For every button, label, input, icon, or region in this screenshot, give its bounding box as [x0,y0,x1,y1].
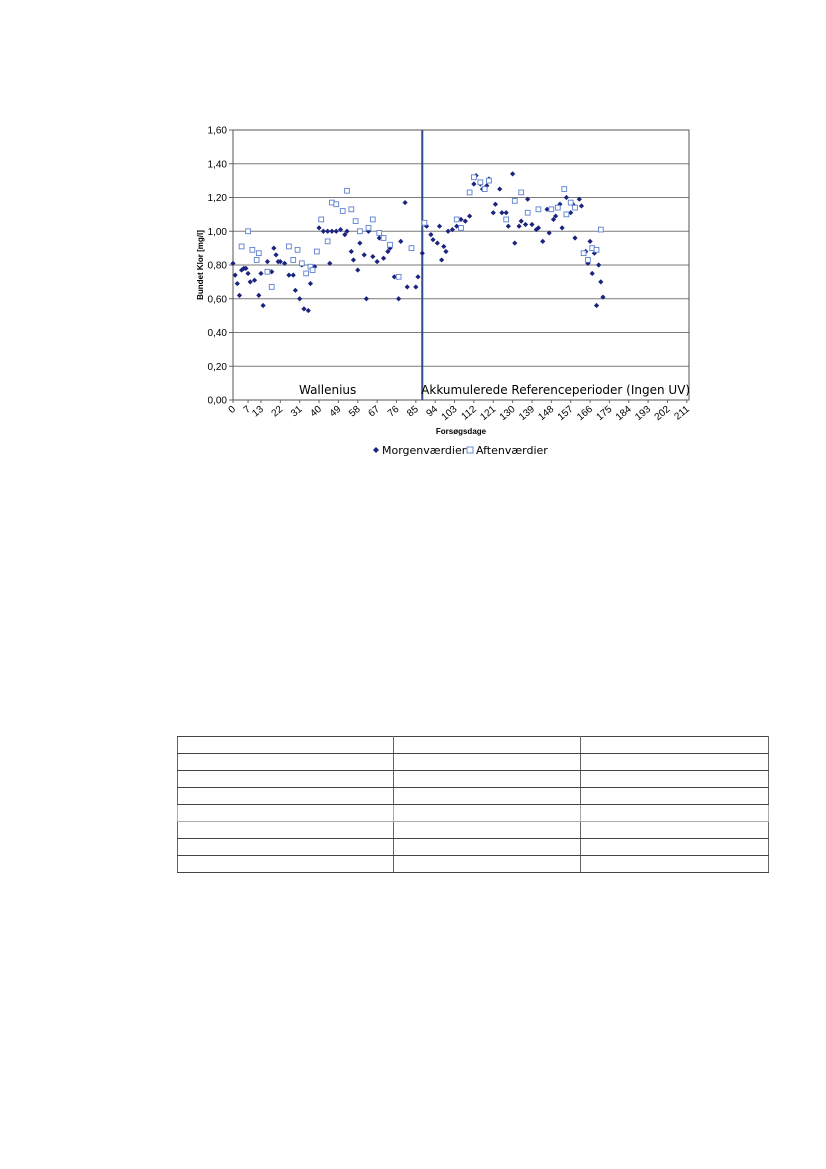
data-point-aften [536,207,541,212]
data-point-aften [254,258,259,263]
table-cell [581,805,769,822]
data-point-aften [366,225,371,230]
legend-label-aften: Aftenværdier [476,444,548,457]
table-cell [393,771,581,788]
data-point-aften [377,231,382,236]
x-tick-label: 58 [347,403,363,420]
region-label: Akkumulerede Referenceperioder (Ingen UV) [421,383,691,397]
table-row [178,805,769,822]
x-axis-title: Forsøgsdage [435,427,487,436]
x-tick-label: 139 [517,403,537,424]
x-tick-label: 31 [289,403,305,420]
data-point-aften [349,207,354,212]
table-cell [581,737,769,754]
x-tick-label: 40 [308,403,324,420]
table-cell [393,805,581,822]
x-tick-label: 22 [269,403,286,420]
data-point-aften [239,244,244,249]
table-row [178,754,769,771]
scatter-chart [190,120,710,465]
data-point-aften [512,198,517,203]
table-cell [178,754,394,771]
y-tick-label: 0,80 [207,260,227,272]
x-tick-label: 211 [672,403,692,423]
data-point-aften [454,217,459,222]
data-point-aften [581,251,586,256]
data-point-aften [568,200,573,205]
y-tick-label: 0,40 [207,328,227,339]
table-cell [581,788,769,805]
table-cell [178,822,394,839]
data-point-aften [304,271,309,276]
x-tick-label: 121 [478,403,499,424]
x-tick-label: 67 [366,403,383,420]
y-tick-label: 1,20 [207,193,227,204]
data-point-aften [325,239,330,244]
data-point-aften [586,258,591,263]
data-point-aften [478,180,483,185]
x-tick-label: 157 [555,403,576,424]
data-point-aften [287,244,292,249]
data-point-aften [487,178,492,183]
data-point-aften [562,187,567,192]
table-cell [581,754,769,771]
y-tick-label: 0,20 [207,361,227,373]
data-point-aften [256,251,261,256]
data-point-aften [310,268,315,273]
x-tick-label: 0 [226,403,238,416]
table-cell [581,822,769,839]
table-cell [581,856,769,873]
data-point-aften [340,209,345,214]
data-point-aften [409,246,414,251]
table-row [178,788,769,805]
data-point-aften [564,212,569,217]
data-point-aften [598,227,603,232]
x-tick-label: 76 [385,403,402,420]
x-tick-label: 13 [250,403,266,420]
table-cell [393,788,581,805]
data-table [177,736,769,873]
data-point-aften [381,236,386,241]
data-point-aften [396,274,401,279]
data-point-aften [370,217,375,222]
chart-svg [190,120,710,465]
table-row [178,822,769,839]
x-tick-label: 193 [633,403,654,424]
y-tick-label: 0,60 [207,294,227,306]
data-point-aften [573,205,578,210]
table-row [178,737,769,754]
data-point-aften [334,202,339,207]
legend-marker-morgen [373,447,379,453]
data-point-aften [314,249,319,254]
legend-marker-aften [467,447,473,453]
table-cell [178,805,394,822]
table-cell [393,737,581,754]
x-tick-label: 130 [497,403,518,424]
table-cell [178,788,394,805]
table-row [178,771,769,788]
data-point-aften [358,229,363,234]
x-tick-label: 175 [594,403,615,424]
table-cell [178,856,394,873]
x-tick-label: 184 [613,403,634,424]
y-tick-label: 1,40 [207,159,227,171]
x-tick-label: 94 [424,403,441,420]
table-cell [393,822,581,839]
data-point-aften [295,247,300,252]
table-cell [581,771,769,788]
x-tick-label: 103 [439,403,460,424]
data-point-aften [525,210,530,215]
data-point-aften [482,187,487,192]
data-point-aften [594,247,599,252]
table-cell [393,839,581,856]
data-point-aften [504,217,509,222]
y-tick-label: 1,00 [207,226,227,238]
x-tick-label: 166 [575,403,595,424]
data-point-aften [353,219,358,224]
data-point-aften [265,269,270,274]
table-cell [178,737,394,754]
data-point-aften [472,175,477,180]
data-point-aften [345,188,350,193]
x-tick-label: 7 [241,403,253,416]
data-point-aften [319,217,324,222]
data-point-aften [555,205,560,210]
table-cell [393,754,581,771]
y-tick-label: 1,60 [207,125,227,137]
data-point-aften [246,229,251,234]
data-point-aften [459,225,464,230]
data-point-aften [250,247,255,252]
table-cell [393,856,581,873]
x-tick-label: 148 [536,403,557,424]
data-point-aften [519,190,524,195]
data-point-aften [299,261,304,266]
data-point-aften [422,220,427,225]
x-tick-label: 49 [327,403,344,420]
legend-label-morgen: Morgenværdier [382,444,467,457]
table-cell [178,771,394,788]
data-point-aften [549,207,554,212]
data-point-aften [467,190,472,195]
table-cell [581,839,769,856]
data-point-aften [291,258,296,263]
data-point-aften [388,242,393,247]
y-tick-label: 0,00 [207,395,227,407]
x-tick-label: 112 [459,403,479,423]
table-cell [178,839,394,856]
table-row [178,856,769,873]
table-row [178,839,769,856]
data-point-aften [269,285,274,290]
x-tick-label: 85 [405,403,421,420]
x-tick-label: 202 [652,403,673,424]
region-label: Wallenius [298,383,357,397]
y-axis-title: Bundet Klor [mg/l] [196,230,205,300]
